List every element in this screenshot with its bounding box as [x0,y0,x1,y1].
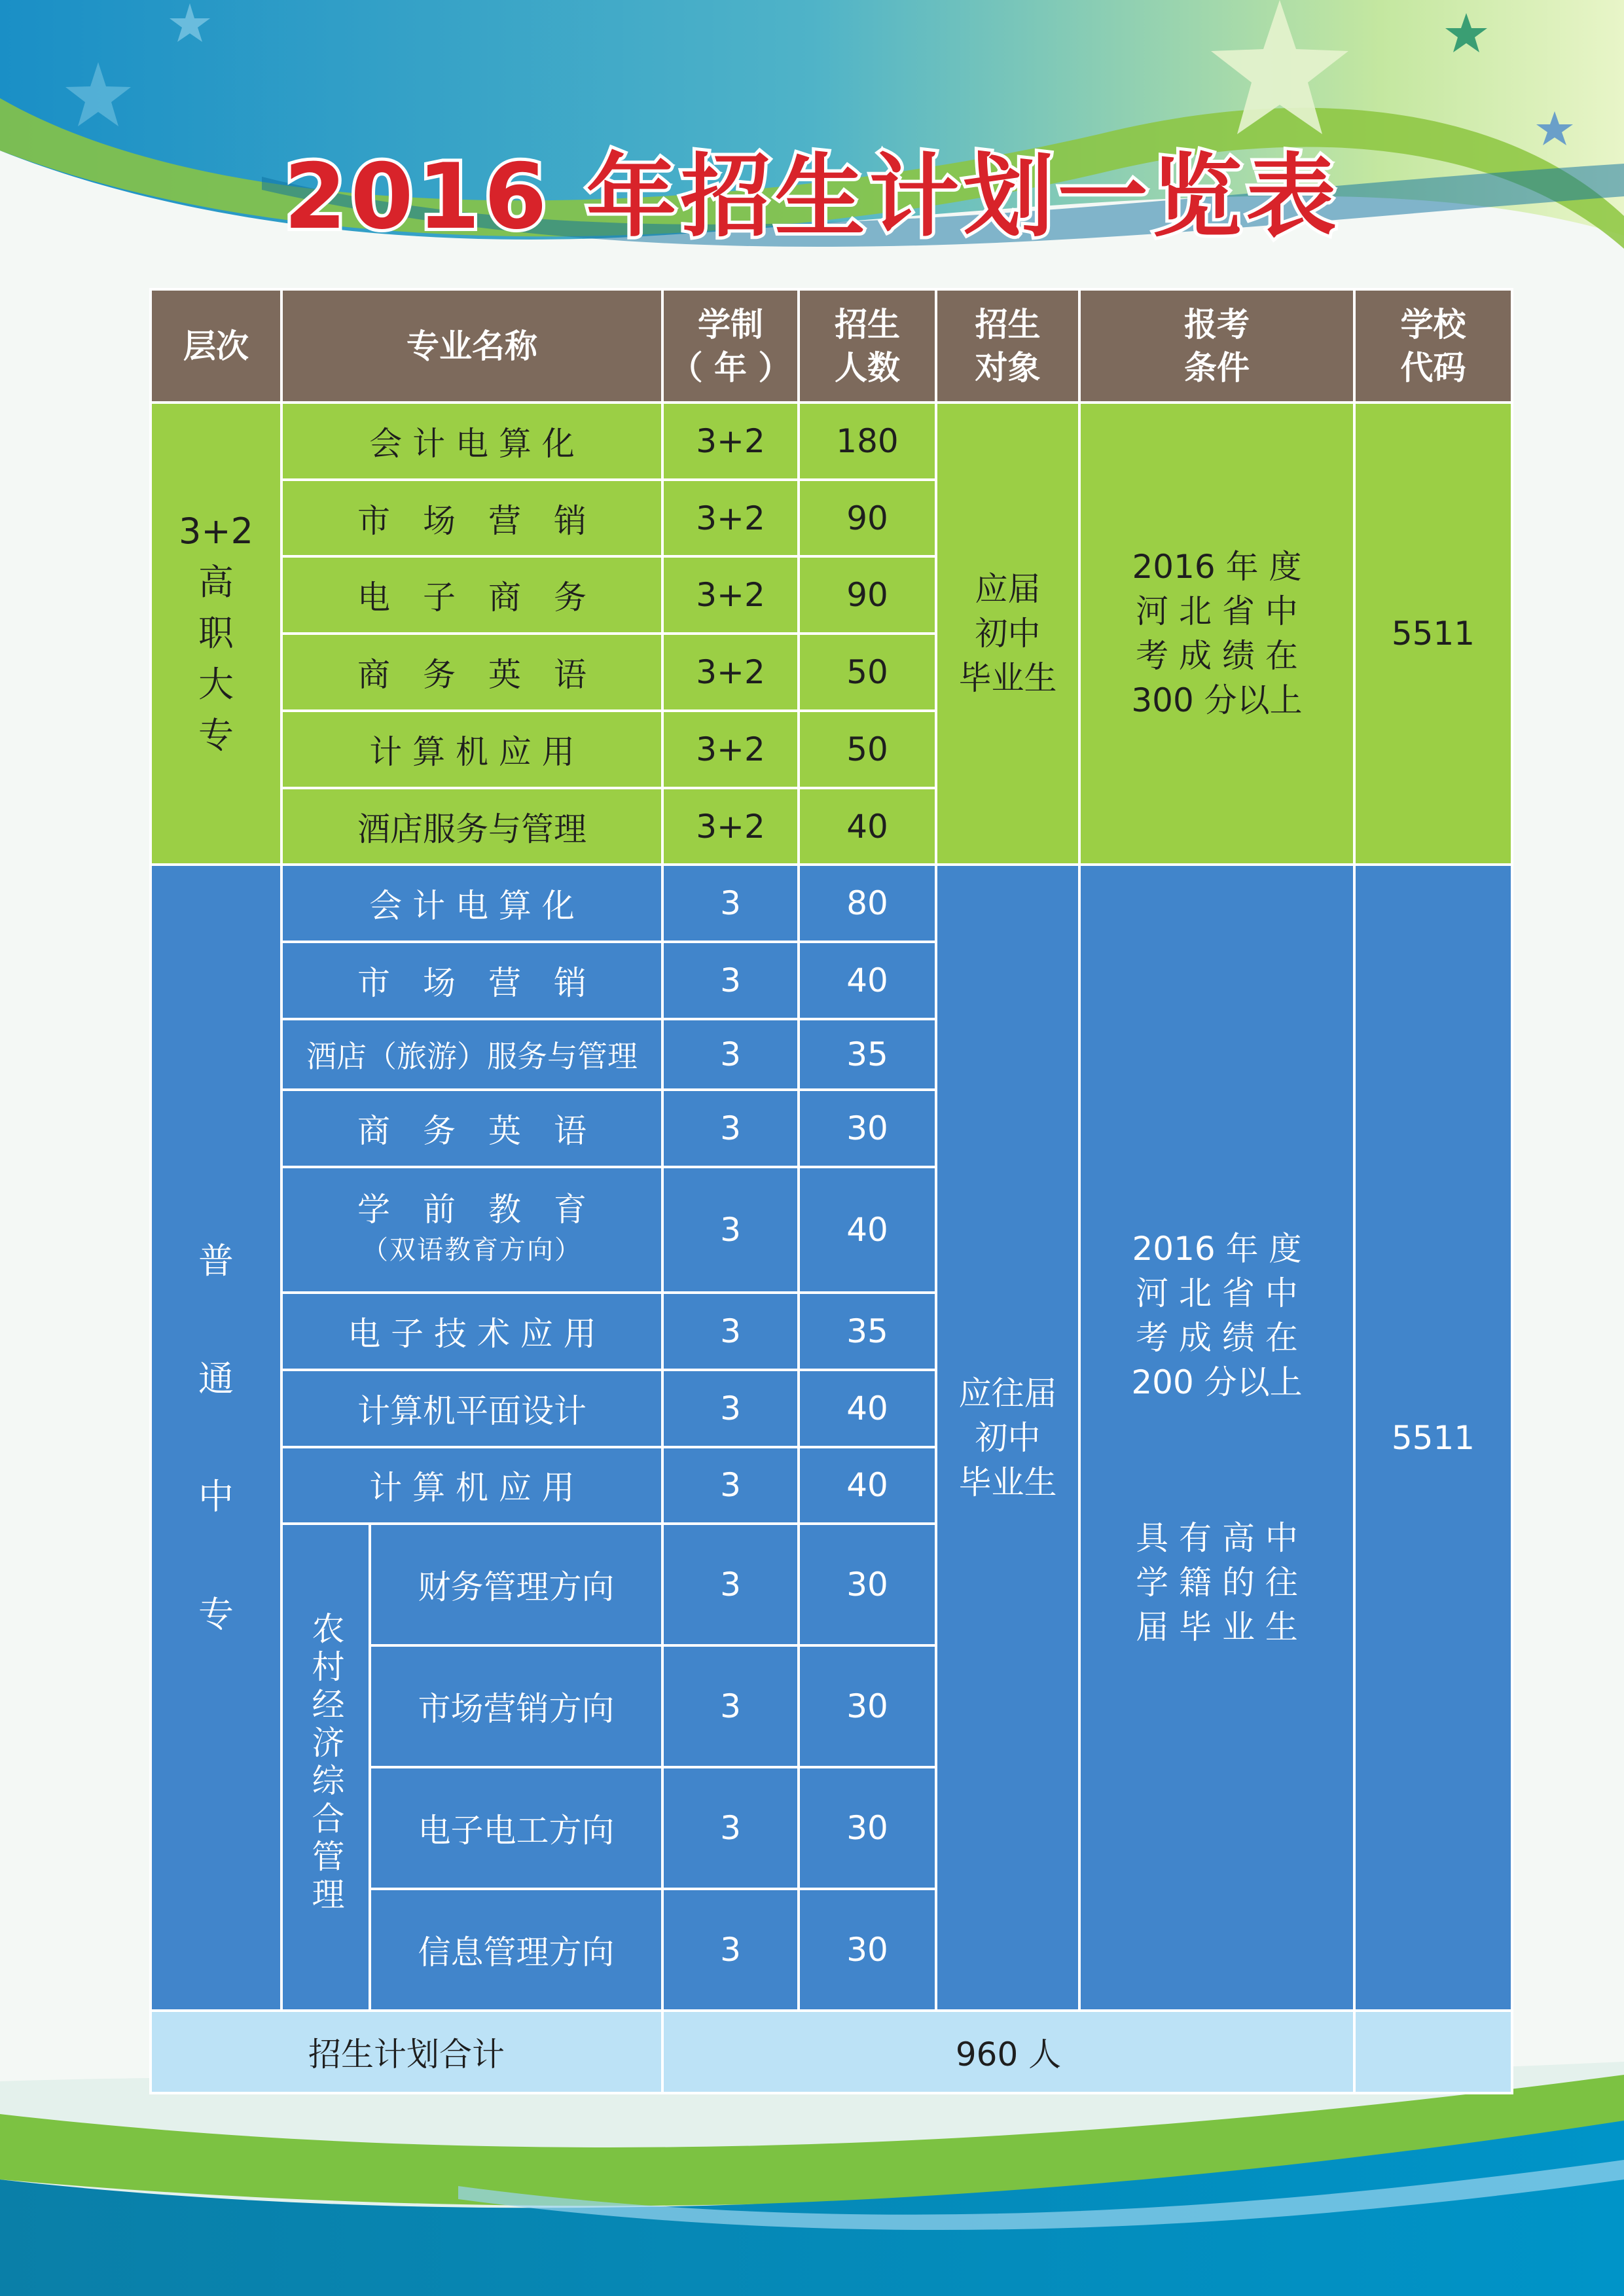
target-cell: 应往届 初中 毕业生 [936,865,1079,2011]
count-cell: 30 [799,1889,936,2011]
major-name: 酒店服务与管理 [281,788,662,865]
table-row [151,403,1512,480]
conditions-cell: 2016 年 度 河 北 省 中 考 成 绩 在 300 分以上 [1079,403,1354,865]
years-cell: 3 [662,1767,799,1889]
years-cell: 3 [662,1370,799,1447]
target-cell: 应届 初中 毕业生 [936,403,1079,865]
years-cell: 3 [662,1167,799,1293]
years-cell: 3 [662,1524,799,1645]
years-cell: 3 [662,1090,799,1167]
rural-group-label: 农村经济综合管理 [281,1524,370,2011]
total-label: 招生计划合计 [151,2011,662,2093]
count-cell: 50 [799,711,936,788]
years-cell: 3+2 [662,480,799,557]
years-cell: 3+2 [662,788,799,865]
level-cell-higher-vocational: 3+2 高 职 大 专 [151,403,281,865]
years-cell: 3 [662,942,799,1019]
years-cell: 3+2 [662,711,799,788]
years-cell: 3 [662,1293,799,1370]
header-years: 学制 （ 年 ） [662,289,799,403]
count-cell: 40 [799,788,936,865]
header-target: 招生 对象 [936,289,1079,403]
count-cell: 35 [799,1019,936,1090]
major-name: 电子电工方向 [370,1767,662,1889]
years-cell: 3+2 [662,403,799,480]
count-cell: 30 [799,1090,936,1167]
count-cell: 40 [799,1447,936,1524]
school-code-cell: 5511 [1354,865,1512,2011]
major-name: 计 算 机 应 用 [281,711,662,788]
enrollment-plan-table [149,288,1513,2094]
years-cell: 3 [662,1019,799,1090]
count-cell: 40 [799,1167,936,1293]
conditions-cell: 2016 年 度 河 北 省 中 考 成 绩 在 200 分以上 具 有 高 中 学 籍 的 往 届 毕 业 生 [1079,865,1354,2011]
major-name: 酒店（旅游）服务与管理 [281,1019,662,1090]
header-major-name: 专业名称 [281,289,662,403]
major-name: 计算机平面设计 [281,1370,662,1447]
major-name: 电 子 商 务 [281,556,662,634]
header-level: 层次 [151,289,281,403]
years-cell: 3 [662,1645,799,1767]
count-cell: 40 [799,1370,936,1447]
major-name: 市 场 营 销 [281,942,662,1019]
years-cell: 3 [662,1889,799,2011]
count-cell: 180 [799,403,936,480]
years-cell: 3+2 [662,634,799,711]
count-cell: 80 [799,865,936,942]
level-cell-secondary-vocational: 普 通 中 专 [151,865,281,2011]
count-cell: 90 [799,480,936,557]
major-name: 市 场 营 销 [281,480,662,557]
years-cell: 3+2 [662,556,799,634]
major-name: 财务管理方向 [370,1524,662,1645]
major-name: 学 前 教 育 （双语教育方向） [281,1167,662,1293]
count-cell: 35 [799,1293,936,1370]
major-name: 商 务 英 语 [281,1090,662,1167]
major-name: 电 子 技 术 应 用 [281,1293,662,1370]
total-row [151,2011,1512,2093]
major-name: 商 务 英 语 [281,634,662,711]
years-cell: 3 [662,865,799,942]
count-cell: 30 [799,1767,936,1889]
years-cell: 3 [662,1447,799,1524]
count-cell: 50 [799,634,936,711]
major-name: 市场营销方向 [370,1645,662,1767]
page-title: 2016 年招生计划一览表 [283,144,1341,249]
major-name: 会 计 电 算 化 [281,403,662,480]
header-enrollment: 招生 人数 [799,289,936,403]
major-subtitle: （双语教育方向） [362,1235,582,1266]
major-name: 会 计 电 算 化 [281,865,662,942]
count-cell: 40 [799,942,936,1019]
count-cell: 90 [799,556,936,634]
school-code-cell: 5511 [1354,403,1512,865]
table-row [151,865,1512,942]
count-cell: 30 [799,1645,936,1767]
header-school-code: 学校 代码 [1354,289,1512,403]
total-value: 960 人 [662,2011,1354,2093]
major-name: 计 算 机 应 用 [281,1447,662,1524]
total-empty-cell [1354,2011,1512,2093]
count-cell: 30 [799,1524,936,1645]
header-conditions: 报考 条件 [1079,289,1354,403]
table-header-row [151,289,1512,403]
major-name: 信息管理方向 [370,1889,662,2011]
